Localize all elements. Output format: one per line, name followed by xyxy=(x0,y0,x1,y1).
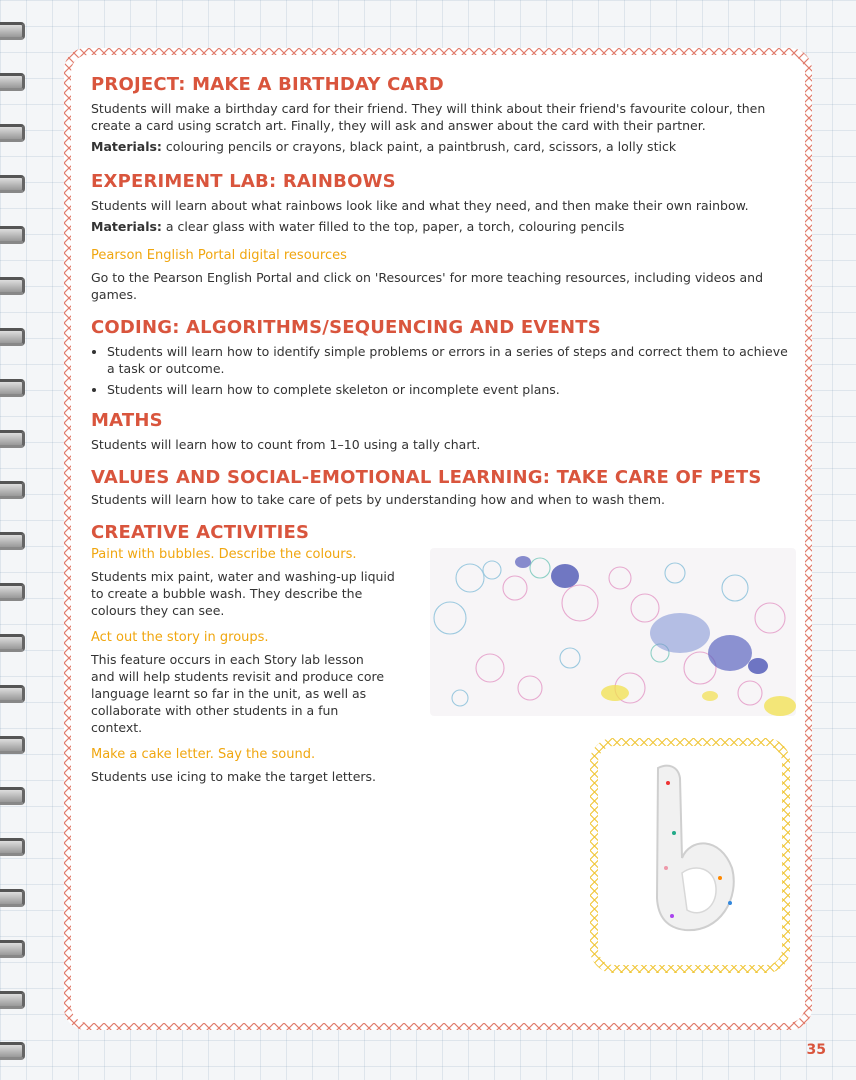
experiment-heading: EXPERIMENT LAB: RAINBOWS xyxy=(91,171,396,192)
values-heading: VALUES AND SOCIAL-EMOTIONAL LEARNING: TAKE CARE OF PETS xyxy=(91,467,762,488)
creative-item-body: Students mix paint, water and washing-up liquid to create a bubble wash. They describe the colours they can see. xyxy=(91,569,395,618)
project-body: Students will make a birthday card for their friend. They will think about their friend's favourite colour, then create a card using scratch art. Finally, they will ask and answer about the card with their partner. xyxy=(91,101,766,133)
maths-body: Students will learn how to count from 1–10 using a tally chart. xyxy=(91,437,481,452)
binding-ring xyxy=(0,532,25,550)
binding-ring xyxy=(0,838,25,856)
maths-heading: MATHS xyxy=(91,410,163,431)
binding-ring xyxy=(0,430,25,448)
binding-ring xyxy=(0,583,25,601)
portal-heading: Pearson English Portal digital resources xyxy=(91,248,347,263)
binding-ring xyxy=(0,787,25,805)
materials-label: Materials: xyxy=(91,219,162,234)
binding-ring xyxy=(0,481,25,499)
coding-heading: CODING: ALGORITHMS/SEQUENCING AND EVENTS xyxy=(91,317,601,338)
binding-ring xyxy=(0,73,25,91)
binding-ring xyxy=(0,940,25,958)
experiment-materials xyxy=(91,218,791,235)
binding-ring xyxy=(0,1042,25,1060)
binding-ring xyxy=(0,328,25,346)
creative-item-title: Paint with bubbles. Describe the colours. xyxy=(91,547,357,562)
binding-ring xyxy=(0,277,25,295)
list-item: • Students will learn how to complete skeleton or incomplete event plans. xyxy=(107,381,791,398)
binding-ring xyxy=(0,226,25,244)
binding-ring xyxy=(0,634,25,652)
creative-heading: CREATIVE ACTIVITIES xyxy=(91,522,310,543)
coding-list xyxy=(91,343,791,398)
binding-ring xyxy=(0,685,25,703)
binding-ring xyxy=(0,175,25,193)
creative-item-body: This feature occurs in each Story lab lesson and will help students revisit and produce core language learnt so far in the unit, as well as collaborate with other students in a fun context. xyxy=(91,652,385,735)
bubble-painting-image xyxy=(430,548,796,716)
page-number: 35 xyxy=(806,1042,826,1058)
binding-ring xyxy=(0,124,25,142)
project-materials xyxy=(91,138,791,155)
creative-item-title: Act out the story in groups. xyxy=(91,630,269,645)
list-item: • Students will learn how to identify simple problems or errors in a series of steps and correct them to achieve a task or outcome. xyxy=(107,343,791,377)
binding-ring xyxy=(0,736,25,754)
experiment-body: Students will learn about what rainbows look like and what they need, and then make their own rainbow. xyxy=(91,198,749,213)
binding-ring xyxy=(0,22,25,40)
cake-letter-image xyxy=(590,738,790,973)
binding-ring xyxy=(0,889,25,907)
project-heading: PROJECT: MAKE A BIRTHDAY CARD xyxy=(91,74,444,95)
materials-text: a clear glass with water filled to the top, paper, a torch, colouring pencils xyxy=(165,219,625,234)
binding-ring xyxy=(0,379,25,397)
binding-ring xyxy=(0,991,25,1009)
portal-body: Go to the Pearson English Portal and click on 'Resources' for more teaching resources, including videos and games. xyxy=(91,270,764,302)
creative-item-body: Students use icing to make the target letters. xyxy=(91,769,377,784)
creative-item-title: Make a cake letter. Say the sound. xyxy=(91,747,316,762)
materials-label: Materials: xyxy=(91,139,162,154)
spiral-binding xyxy=(0,0,26,1080)
values-body: Students will learn how to take care of pets by understanding how and when to wash them. xyxy=(91,492,665,507)
materials-text: colouring pencils or crayons, black paint, a paintbrush, card, scissors, a lolly stick xyxy=(165,139,677,154)
